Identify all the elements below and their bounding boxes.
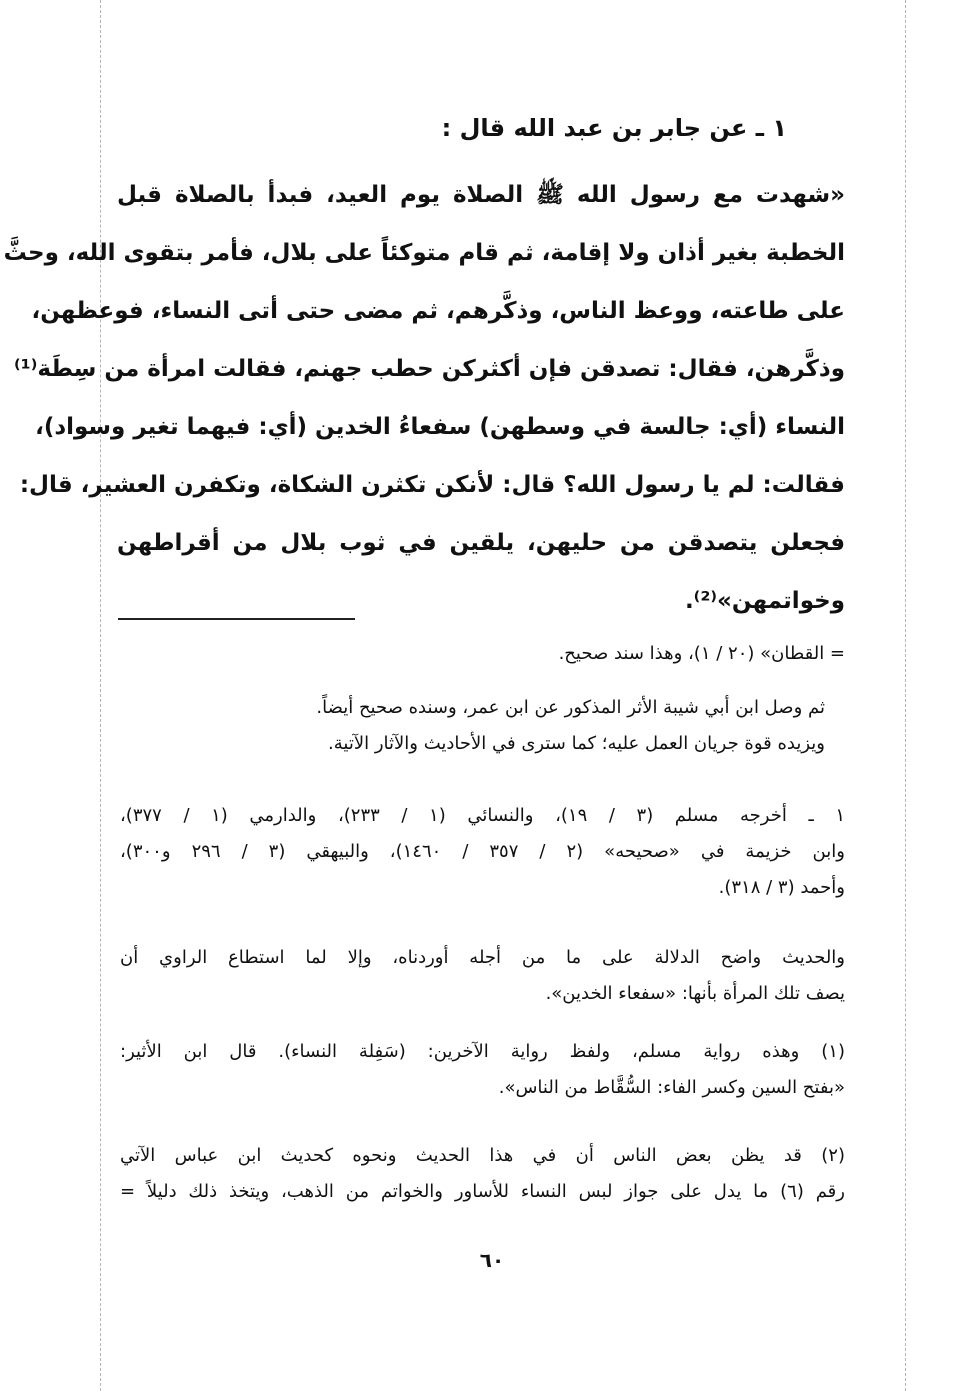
right-margin-guide xyxy=(905,0,906,1391)
footnote-note-1 xyxy=(120,1034,845,1106)
footnote-line: (١) وهذه رواية مسلم، ولفظ رواية الآخرين: (سَفِلة النساء). قال ابن الأثير: xyxy=(120,1041,845,1062)
footnote-line: ثم وصل ابن أبي شيبة الأثر المذكور عن ابن عمر، وسنده صحيح أيضاً. xyxy=(316,697,825,718)
hadith-line: «شهدت مع رسول الله ﷺ الصلاة يوم العيد، فبدأ بالصلاة قبل xyxy=(117,182,845,208)
footnote-comment xyxy=(120,940,845,1012)
footnote-line: «بفتح السين وكسر الفاء: السُّقَّاط من الناس». xyxy=(498,1077,845,1098)
hadith-line: الخطبة بغير أذان ولا إقامة، ثم قام متوكئاً على بلال، فأمر بتقوى الله، وحثَّ xyxy=(3,240,845,266)
footnote-source xyxy=(120,798,845,906)
footnote-note-2 xyxy=(120,1138,845,1210)
footnote-line: وابن خزيمة في «صحيحه» (٢ / ٣٥٧ / ١٤٦٠)، والبيهقي (٣ / ٢٩٦ و٣٠٠)، xyxy=(120,841,845,862)
hadith-line: وذكَّرهن، فقال: تصدقن فإن أكثركن حطب جهنم، فقالت امرأة من سِطَة⁽¹⁾ xyxy=(14,356,845,382)
page-number: ٦٠ xyxy=(479,1248,505,1272)
hadith-line: النساء (أي: جالسة في وسطهن) سفعاءُ الخدين (أي: فيهما تغير وسواد)، xyxy=(35,414,845,440)
footnote-carryover xyxy=(120,636,845,672)
left-margin-guide xyxy=(100,0,101,1391)
footnote-line: = القطان» (٢٠ / ١)، وهذا سند صحيح. xyxy=(558,643,845,664)
footnote-line: ويزيده قوة جريان العمل عليه؛ كما سترى في الأحاديث والآثار الآتية. xyxy=(328,733,825,754)
footnote-line: (٢) قد يظن بعض الناس أن في هذا الحديث ونحوه كحديث ابن عباس الآتي xyxy=(120,1145,845,1166)
footnote-line: يصف تلك المرأة بأنها: «سفعاء الخدين». xyxy=(545,983,845,1004)
footnote-line: والحديث واضح الدلالة على ما من أجله أوردناه، وإلا لما استطاع الراوي أن xyxy=(120,947,845,968)
hadith-line: على طاعته، ووعظ الناس، وذكَّرهم، ثم مضى حتى أتى النساء، فوعظهن، xyxy=(31,298,845,324)
hadith-line: فجعلن يتصدقن من حليهن، يلقين في ثوب بلال من أقراطهن xyxy=(117,530,845,556)
hadith-line: وخواتمهن»⁽²⁾. xyxy=(684,588,845,614)
footnote-separator xyxy=(118,618,355,620)
hadith-line: فقالت: لم يا رسول الله؟ قال: لأنكن تكثرن الشكاة، وتكفرن العشير، قال: xyxy=(19,472,845,498)
footnote-line: وأحمد (٣ / ٣١٨). xyxy=(718,877,845,898)
footnote-line: رقم (٦) ما يدل على جواز لبس النساء للأساور والخواتم من الذهب، ويتخذ ذلك دليلاً = xyxy=(120,1181,845,1202)
hadith-text xyxy=(3,166,845,630)
footnote-indented-paragraph xyxy=(120,690,845,762)
footnote-line: ١ ـ أخرجه مسلم (٣ / ١٩)، والنسائي (١ / ٢٣٣)، والدارمي (١ / ٣٧٧)، xyxy=(120,805,845,826)
hadith-heading: ١ ـ عن جابر بن عبد الله قال : xyxy=(441,114,787,142)
